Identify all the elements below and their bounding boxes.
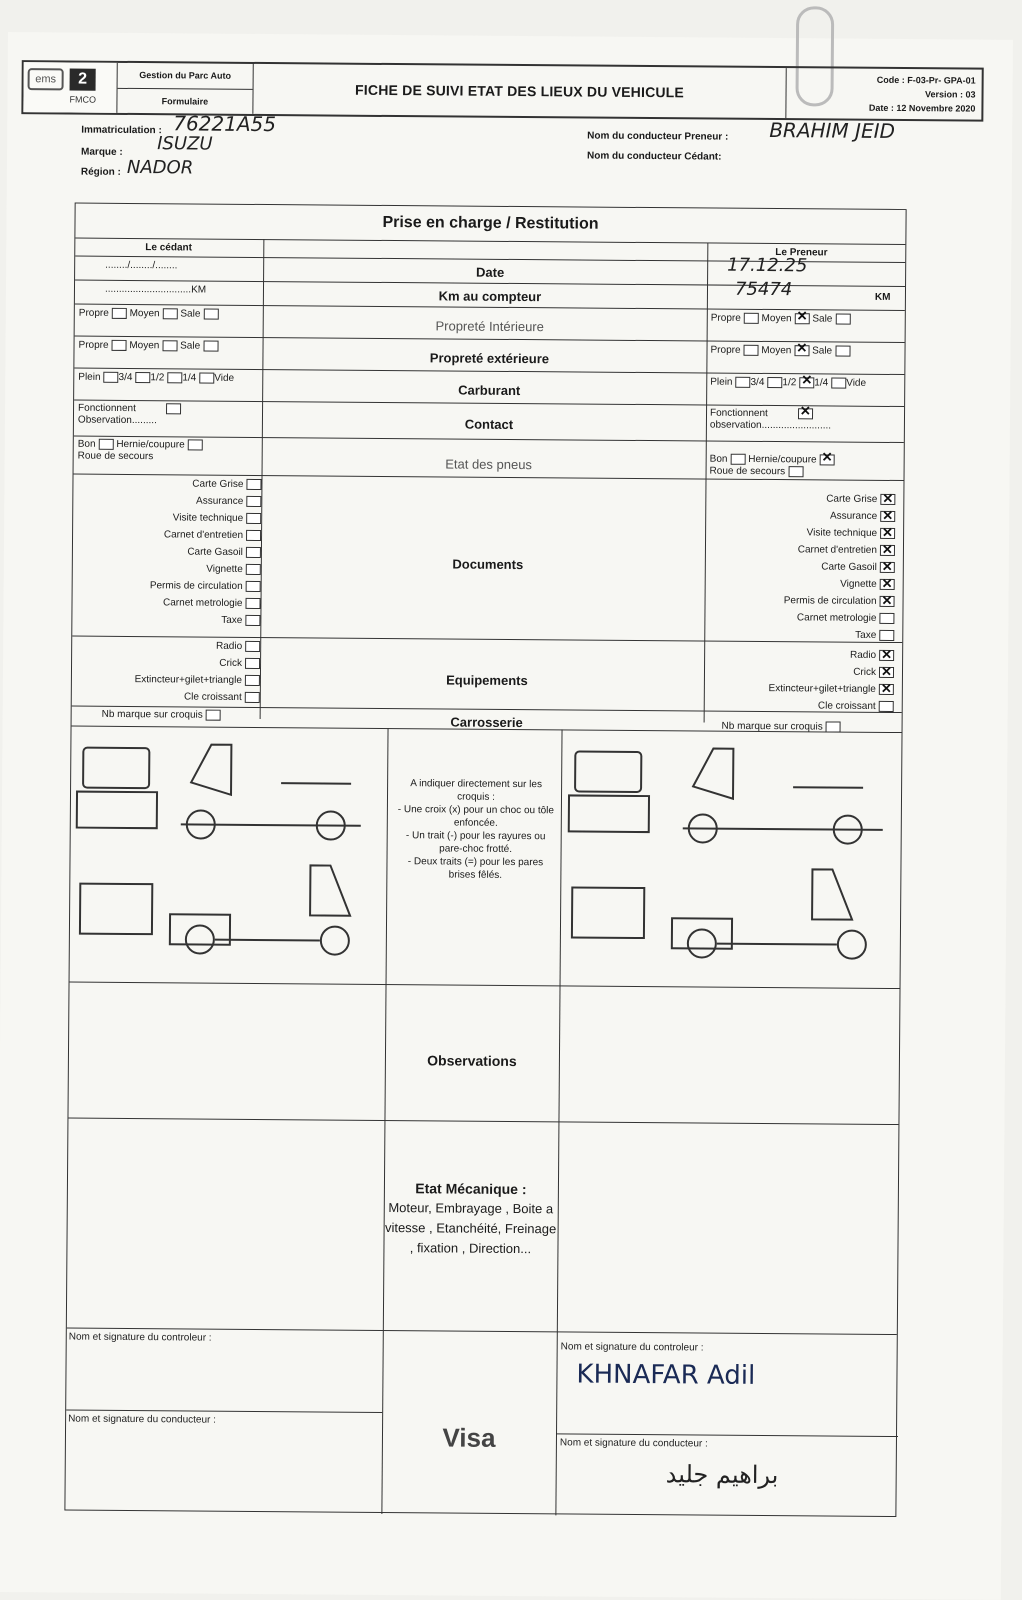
preneur-doc-item[interactable]: Vignette✕ — [695, 577, 895, 590]
immat-label: Immatriculation : — [81, 124, 162, 137]
row-equipements: Equipements — [446, 672, 528, 689]
croquis-legend: A indiquer directement sur les croquis : - Une croix (x) pour un choc ou tôle enfoncée. - Un trait (-) pour les rayures ou pare-choc frotté. - Deux traits (=) pour les pares brises fêlés. — [397, 778, 555, 881]
cedant-km-field[interactable]: ...............................KM — [104, 283, 207, 296]
inspection-table — [64, 203, 906, 1517]
preneur-doc-item[interactable]: Taxe — [694, 628, 894, 641]
preneur-equip-item[interactable]: Radio✕ — [694, 648, 894, 661]
cedant-date-field[interactable]: ......../......../........ — [105, 259, 178, 272]
ctrl-signature: KHNAFAR Adil — [576, 1359, 756, 1391]
table-title: Prise en charge / Restitution — [382, 213, 599, 233]
cedant-doc-item[interactable]: Visite technique — [85, 512, 261, 525]
preneur-contact[interactable]: Fonctionnent✕ observation......................... — [710, 408, 831, 433]
conductor-signature: براهيم جليد — [665, 1460, 779, 1490]
ctrl-sig-label-right: Nom et signature du controleur : — [560, 1341, 704, 1354]
cedant-pneus[interactable]: Bon Hernie/coupure Roue de secours — [78, 439, 203, 464]
preneur-doc-item[interactable]: Carnet metrologie — [694, 611, 894, 624]
cedant-doc-item[interactable]: Vignette — [85, 563, 261, 576]
date-text: Date : 12 Novembre 2020 — [868, 102, 976, 114]
row-documents: Documents — [452, 556, 524, 573]
preneur-km: 75474 — [734, 278, 793, 301]
cedant-equip-item[interactable]: Radio — [84, 640, 260, 653]
dept-label: Gestion du Parc Auto — [139, 70, 232, 82]
cedant-equip-item[interactable]: Extincteur+gilet+triangle — [84, 674, 260, 687]
etat-mecanique: Etat Mécanique : Moteur, Embrayage , Boite a vitesse , Etanchéité, Freinage , fixation , Direction... — [384, 1180, 557, 1257]
cedant-label: Nom du conducteur Cédant: — [587, 150, 722, 163]
preneur-label: Nom du conducteur Preneur : — [587, 130, 729, 143]
row-carrosserie: Carrosserie — [450, 714, 523, 731]
cedant-doc-item[interactable]: Carnet metrologie — [84, 597, 260, 610]
cedant-prop-ext[interactable]: Propre Moyen Sale — [78, 340, 218, 353]
company-logo — [23, 62, 117, 113]
preneur-date: 17.12.25 — [727, 254, 808, 277]
row-km: Km au compteur — [438, 288, 542, 305]
cedant-doc-item[interactable]: Permis de circulation — [85, 580, 261, 593]
row-prop-ext: Propreté extérieure — [429, 350, 550, 367]
preneur-carburant[interactable]: Plein 3/4 1/2✕ 1/4 Vide — [710, 377, 866, 390]
form-label: Formulaire — [117, 87, 252, 114]
cedant-contact[interactable]: Fonctionnent Observation......... — [78, 403, 181, 428]
preneur-header: Le Preneur — [775, 247, 828, 259]
preneur-equip-item[interactable]: Crick✕ — [694, 665, 894, 678]
preneur-documents — [76, 204, 906, 211]
preneur-doc-item[interactable]: Carte Grise✕ — [695, 492, 895, 505]
preneur-prop-int[interactable]: Propre Moyen✕ Sale — [711, 313, 851, 326]
row-contact: Contact — [464, 416, 514, 432]
preneur-doc-item[interactable]: Carnet d'entretien✕ — [695, 543, 895, 556]
version-text: Version : 03 — [924, 89, 976, 100]
preneur-vehicle-sketch — [562, 737, 902, 980]
cedant-doc-item[interactable]: Carte Grise — [85, 478, 261, 491]
cedant-carburant[interactable]: Plein 3/4 1/2 1/4 Vide — [78, 371, 235, 384]
preneur-doc-item[interactable]: Carte Gasoil✕ — [695, 560, 895, 573]
form-code — [785, 68, 981, 120]
region-value: NADOR — [126, 156, 194, 179]
cedant-equip-item[interactable]: Crick — [84, 657, 260, 670]
region-label: Région : — [80, 166, 121, 178]
km-unit: KM — [874, 291, 891, 303]
ctrl-sig-label-left: Nom et signature du controleur : — [68, 1331, 212, 1344]
cedant-vehicle-sketch — [70, 734, 388, 976]
marque-value: ISUZU — [157, 133, 213, 155]
preneur-doc-item[interactable]: Permis de circulation✕ — [695, 594, 895, 607]
cedant-doc-item[interactable]: Carnet d'entretien — [85, 529, 261, 542]
header-dept — [117, 63, 253, 114]
ems-logo-icon: ems — [28, 68, 64, 90]
cedant-nb-marque[interactable]: Nb marque sur croquis — [102, 709, 221, 722]
row-prop-int: Propreté Intérieure — [435, 318, 544, 335]
cedant-equip-item[interactable]: Cle croissant — [84, 691, 260, 704]
preneur-doc-item[interactable]: Assurance✕ — [695, 509, 895, 522]
cedant-doc-item[interactable]: Taxe — [84, 614, 260, 627]
cedant-header: Le cédant — [145, 242, 193, 254]
cedant-doc-item[interactable]: Carte Gasoil — [85, 546, 261, 559]
row-carburant: Carburant — [458, 382, 521, 399]
row-observations: Observations — [427, 1052, 517, 1070]
immat-value: 76221A55 — [173, 111, 277, 137]
row-pneus: Etat des pneus — [445, 456, 533, 473]
code-text: Code : F-03-Pr- GPA-01 — [876, 74, 976, 86]
form-title: FICHE DE SUIVI ETAT DES LIEUX DU VEHICULE — [355, 81, 685, 101]
preneur-doc-item[interactable]: Visite technique✕ — [695, 526, 895, 539]
form-header — [21, 60, 983, 122]
preneur-nb-marque[interactable]: Nb marque sur croquis — [722, 721, 841, 734]
preneur-equip-item[interactable]: Cle croissant — [694, 699, 894, 712]
marque-label: Marque : — [81, 146, 123, 158]
row-date: Date — [475, 264, 505, 280]
preneur-value: BRAHIM JEID — [769, 117, 896, 143]
cond-sig-label-left: Nom et signature du conducteur : — [68, 1413, 217, 1426]
preneur-pneus[interactable]: Bon Hernie/coupure✕ Roue de secours — [710, 454, 835, 479]
visa-label: Visa — [442, 1422, 496, 1453]
cond-sig-label-right: Nom et signature du conducteur : — [559, 1437, 708, 1450]
two-logo-icon: 2 — [70, 68, 96, 90]
inspection-sheet — [0, 32, 1013, 1600]
cedant-prop-int[interactable]: Propre Moyen Sale — [79, 308, 219, 321]
cedant-doc-item[interactable]: Assurance — [85, 495, 261, 508]
logo-text: FMCO — [69, 94, 97, 105]
preneur-equip-item[interactable]: Extincteur+gilet+triangle✕ — [694, 682, 894, 695]
cedant-documents — [76, 204, 906, 211]
preneur-prop-ext[interactable]: Propre Moyen✕ Sale — [710, 345, 850, 358]
